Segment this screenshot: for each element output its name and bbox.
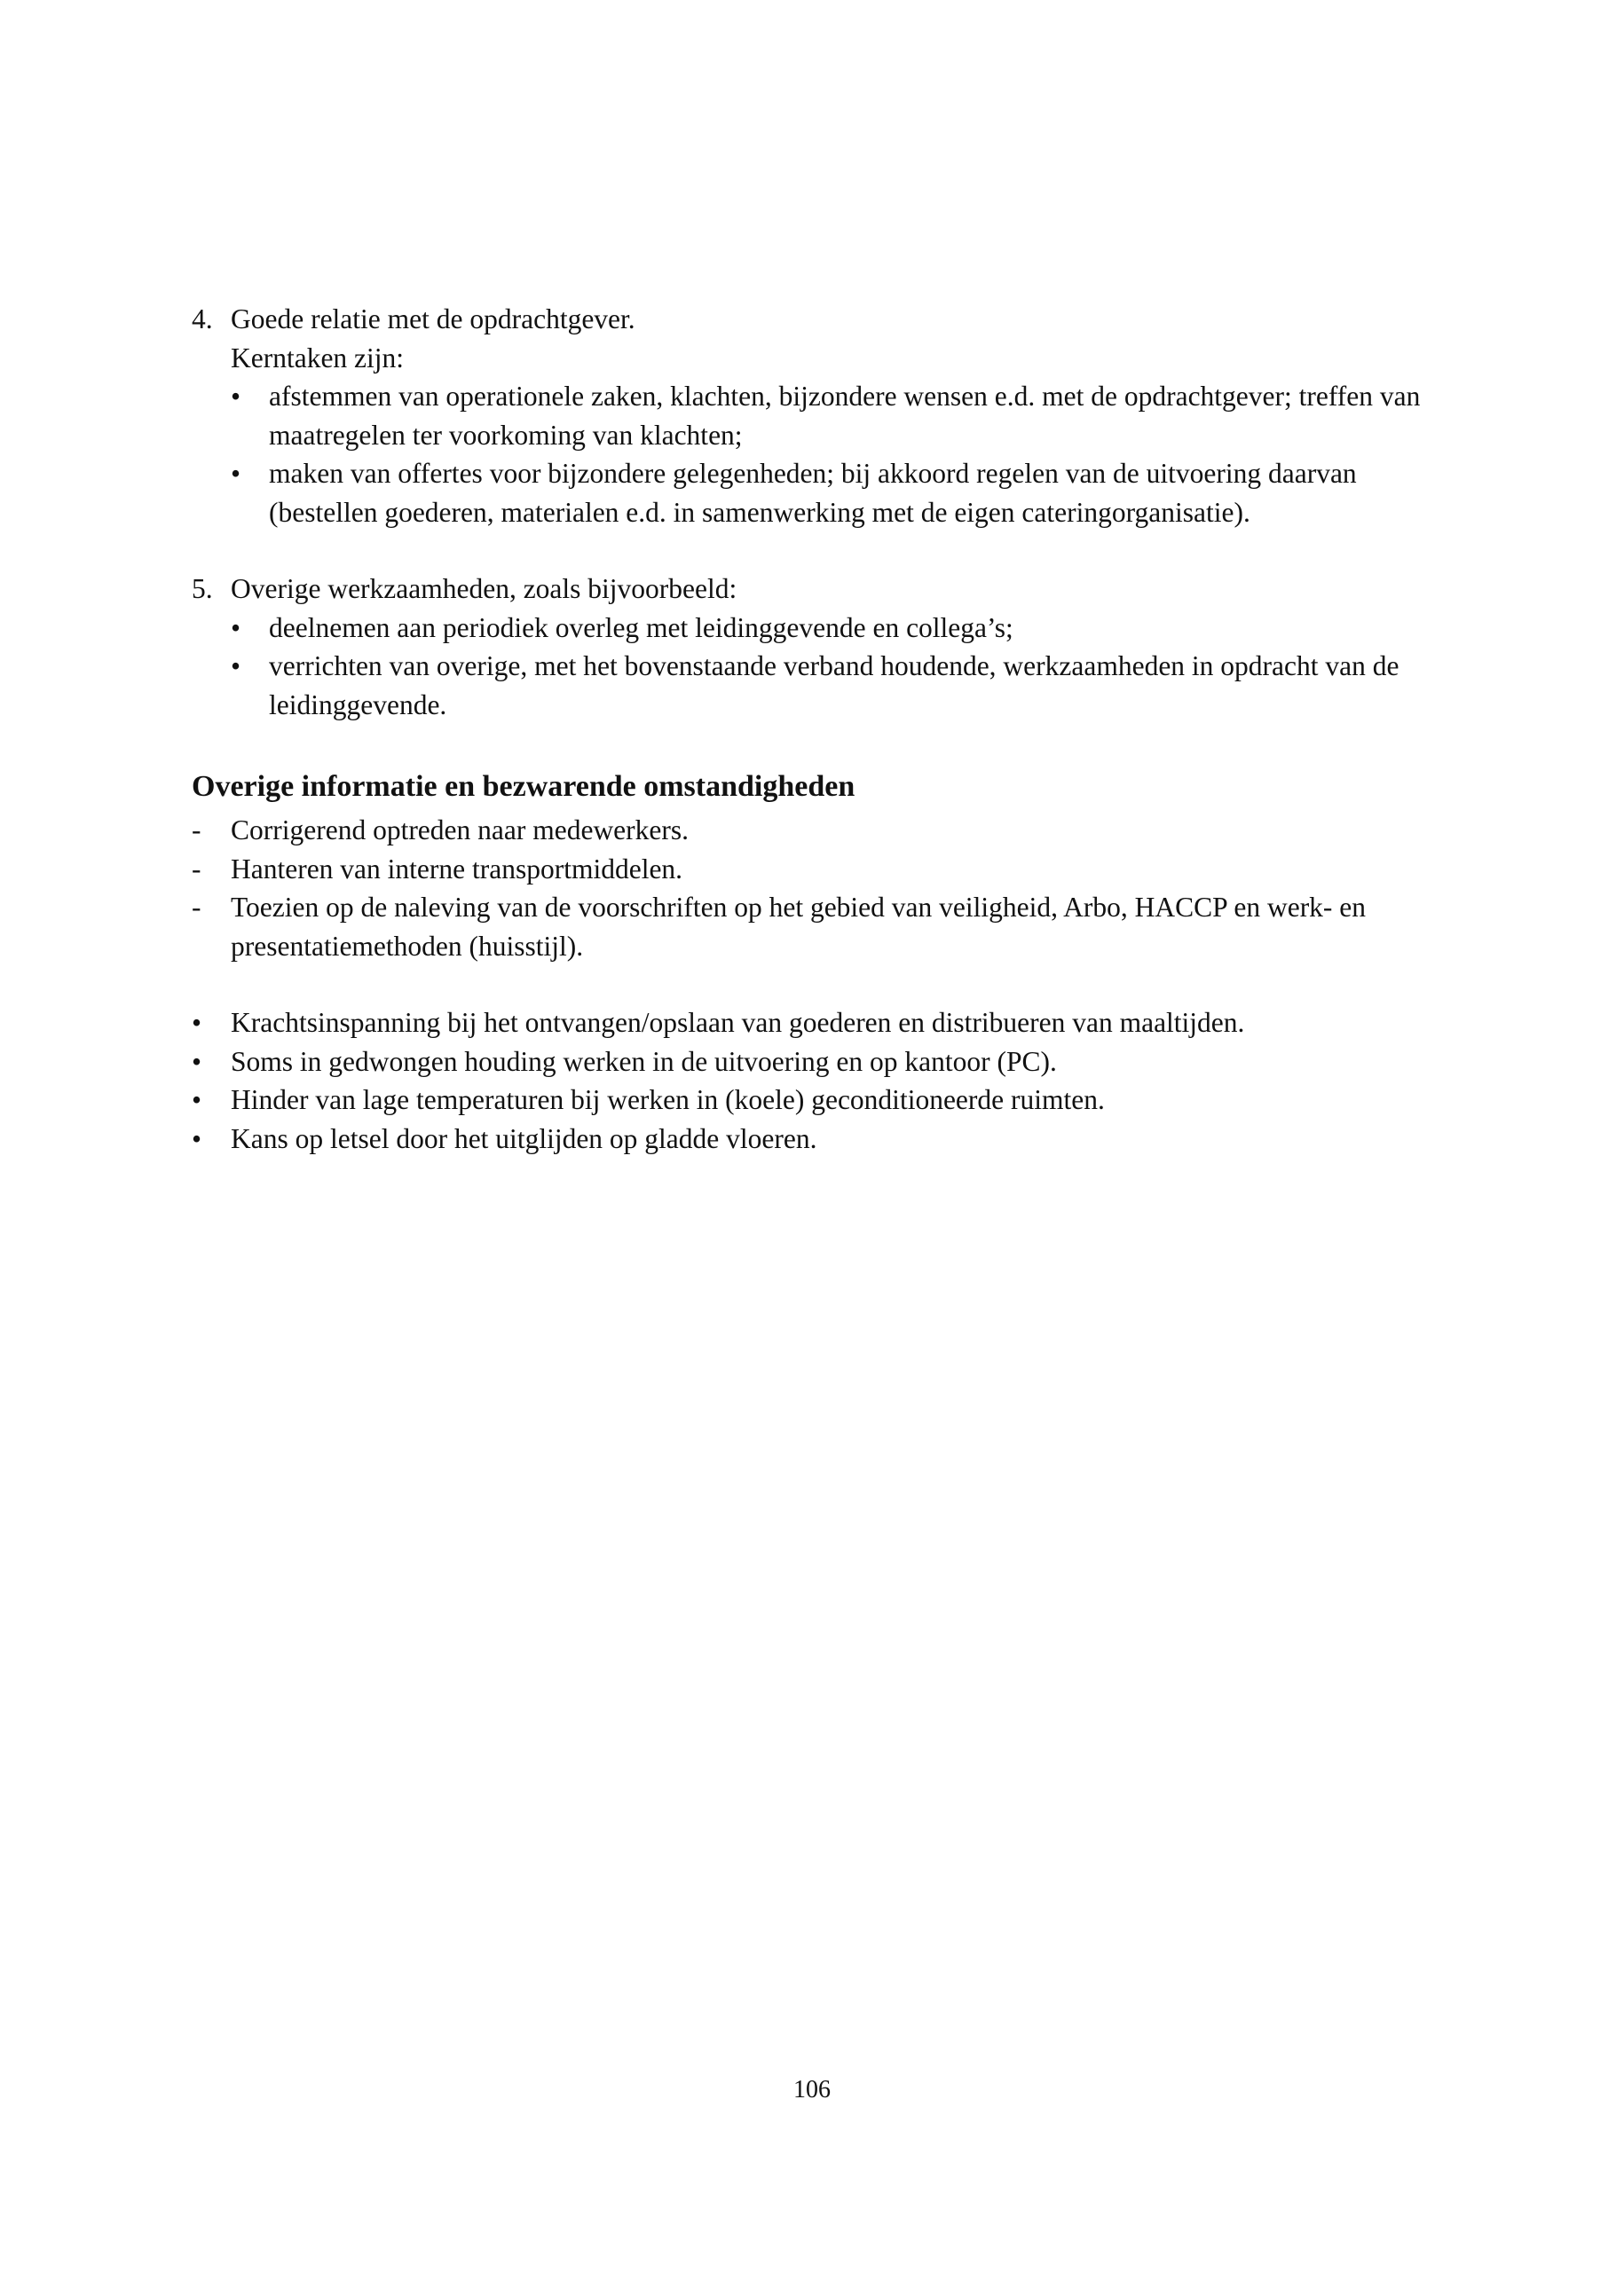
bullet-icon: •: [231, 611, 241, 643]
page-content: [192, 300, 1452, 1158]
item-number: 4.: [192, 303, 213, 334]
item-number: 5.: [192, 573, 213, 604]
list-item: • Soms in gedwongen houding werken in de uitvoering en op kantoor (PC).: [192, 1042, 1452, 1081]
bullet-icon: •: [192, 1007, 202, 1038]
list-item: • Kans op letsel door het uitglijden op gladde vloeren.: [192, 1120, 1452, 1159]
dash-list: [192, 811, 1452, 965]
list-item: • afstemmen van operationele zaken, klachten, bijzondere wensen e.d. met de opdrachtgever; treffen van maatregelen ter voorkoming van klachten;: [231, 377, 1452, 454]
bullet-icon: •: [192, 1084, 202, 1115]
item-title: Goede relatie met de opdrachtgever.: [231, 303, 635, 334]
bullet-list: [192, 1003, 1452, 1158]
bullet-list: [231, 609, 1452, 725]
spacer: [192, 531, 1452, 570]
bullet-list: [231, 377, 1452, 531]
list-item: • Hinder van lage temperaturen bij werken in (koele) geconditioneerde ruimten.: [192, 1081, 1452, 1120]
dash-icon: -: [192, 853, 201, 885]
bullet-icon: •: [231, 381, 241, 412]
list-item: • verrichten van overige, met het bovenstaande verband houdende, werkzaamheden in opdracht van de leidinggevende.: [231, 647, 1452, 724]
list-item: • maken van offertes voor bijzondere gelegenheden; bij akkoord regelen van de uitvoering daarvan (bestellen goederen, materialen e.d. in samenwerking met de eigen cateringorganisatie).: [231, 454, 1452, 531]
section-heading: Overige informatie en bezwarende omstandigheden: [192, 770, 855, 803]
numbered-item-4: [192, 300, 1452, 531]
list-item: • deelnemen aan periodiek overleg met leidinggevende en collega’s;: [231, 609, 1452, 648]
bullet-icon: •: [231, 650, 241, 681]
list-item: - Toezien op de naleving van de voorschriften op het gebied van veiligheid, Arbo, HACCP en werk- en presentatiemethoden (huisstijl).: [192, 888, 1452, 965]
list-item: - Corrigerend optreden naar medewerkers.: [192, 811, 1452, 850]
numbered-item-5: [192, 570, 1452, 724]
dash-icon: -: [192, 892, 201, 923]
bullet-icon: •: [192, 1045, 202, 1077]
list-item: • Krachtsinspanning bij het ontvangen/opslaan van goederen en distribueren van maaltijden.: [192, 1003, 1452, 1042]
bullet-icon: •: [231, 458, 241, 489]
dash-icon: -: [192, 814, 201, 845]
item-subheading: Kerntaken zijn:: [231, 342, 405, 373]
item-title: Overige werkzaamheden, zoals bijvoorbeeld:: [231, 573, 737, 604]
bullet-icon: •: [192, 1122, 202, 1154]
list-item: - Hanteren van interne transportmiddelen.: [192, 850, 1452, 889]
page-number: 106: [793, 2076, 831, 2103]
